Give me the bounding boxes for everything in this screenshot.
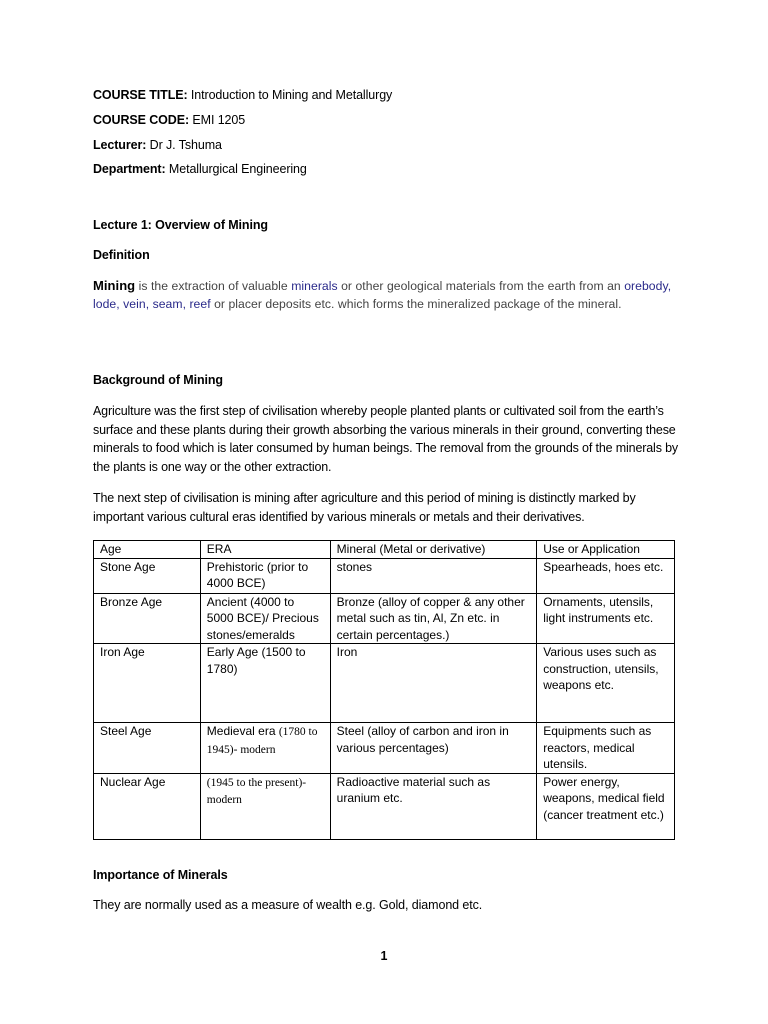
cell-mineral: Radioactive material such as uranium etc. [330,773,537,839]
table-row [94,644,675,723]
eras-table [93,540,675,840]
link-seam[interactable]: seam [152,296,183,311]
cell-age: Nuclear Age [94,773,201,839]
definition-term: Mining [93,278,136,293]
link-separator: , [182,296,190,311]
background-heading: Background of Mining [93,373,223,387]
cell-era [200,723,330,774]
cell-age: Iron Age [94,644,201,723]
definition-text: or placer deposits etc. which forms the mineralized package of the mineral. [210,296,622,311]
cell-era-small-text: (1780 to 1945)- modern [206,726,318,756]
cell-era-text: Medieval era [206,724,279,738]
table-row [94,558,675,593]
link-reef[interactable]: reef [189,296,211,311]
header-era: ERA [200,541,330,559]
importance-heading: Importance of Minerals [93,868,228,882]
course-title-line [93,88,392,102]
link-vein[interactable]: vein [123,296,146,311]
cell-era [200,773,330,839]
cell-era: Prehistoric (prior to 4000 BCE) [200,558,330,593]
page-number: 1 [380,949,388,963]
cell-era: Early Age (1500 to 1780) [200,644,330,723]
cell-age: Stone Age [94,558,201,593]
course-code-label: COURSE CODE: [93,113,190,127]
cell-mineral: Iron [330,644,537,723]
department-value: Metallurgical Engineering [165,162,307,176]
lecture-heading: Lecture 1: Overview of Mining [93,218,268,232]
course-code-line [93,113,245,127]
definition-heading: Definition [93,248,150,262]
header-use: Use or Application [537,541,675,559]
cell-use: Ornaments, utensils, light instruments etc. [537,593,675,644]
table-row [94,773,675,839]
lecturer-value: Dr J. Tshuma [146,138,222,152]
link-orebody[interactable]: orebody [624,279,668,293]
cell-use: Equipments such as reactors, medical utensils. [537,723,675,774]
cell-age: Bronze Age [94,593,201,644]
link-lode[interactable]: lode [93,296,117,311]
cell-use: Various uses such as construction, utensils, weapons etc. [537,644,675,723]
course-title-value: Introduction to Mining and Metallurgy [187,88,393,102]
definition-paragraph [93,277,673,313]
header-age: Age [94,541,201,559]
importance-paragraph: They are normally used as a measure of wealth e.g. Gold, diamond etc. [93,898,483,912]
table-row [94,593,675,644]
department-line [93,162,307,176]
link-minerals[interactable]: minerals [291,279,338,293]
cell-mineral: Steel (alloy of carbon and iron in various percentages) [330,723,537,774]
background-paragraph-1: Agriculture was the first step of civilisation whereby people planted plants or cultivated soil from the earth’s surface and these plants during their growth absorbing the various minerals in their ground, converting these minerals to food which is later consumed by human beings. The removal from the grounds of the minerals by the plants is one way or the other extraction. [93,404,679,474]
definition-text: or other geological materials from the earth from an [337,279,625,293]
cell-use: Spearheads, hoes etc. [537,558,675,593]
table-header-row [94,541,675,559]
lecturer-line [93,138,222,152]
lecturer-label: Lecturer: [93,138,147,152]
department-label: Department: [93,162,166,176]
link-separator: , [667,279,672,293]
cell-mineral: stones [330,558,537,593]
definition-text: is the extraction of valuable [135,279,292,293]
cell-age: Steel Age [94,723,201,774]
cell-mineral: Bronze (alloy of copper & any other metal such as tin, Al, Zn etc. in certain percentages.) [330,593,537,644]
header-mineral: Mineral (Metal or derivative) [330,541,537,559]
course-title-label: COURSE TITLE: [93,88,188,102]
cell-use: Power energy, weapons, medical field (cancer treatment etc.) [537,773,675,839]
table-row [94,723,675,774]
background-paragraph-2: The next step of civilisation is mining after agriculture and this period of mining is distinctly marked by important various cultural eras identified by various minerals or metals and their derivatives. [93,491,636,524]
link-separator: , [116,296,124,311]
cell-era: Ancient (4000 to 5000 BCE)/ Precious stones/emeralds [200,593,330,644]
cell-era-small-text: (1945 to the present)- modern [206,776,307,806]
course-code-value: EMI 1205 [189,113,246,127]
link-separator: , [145,296,153,311]
